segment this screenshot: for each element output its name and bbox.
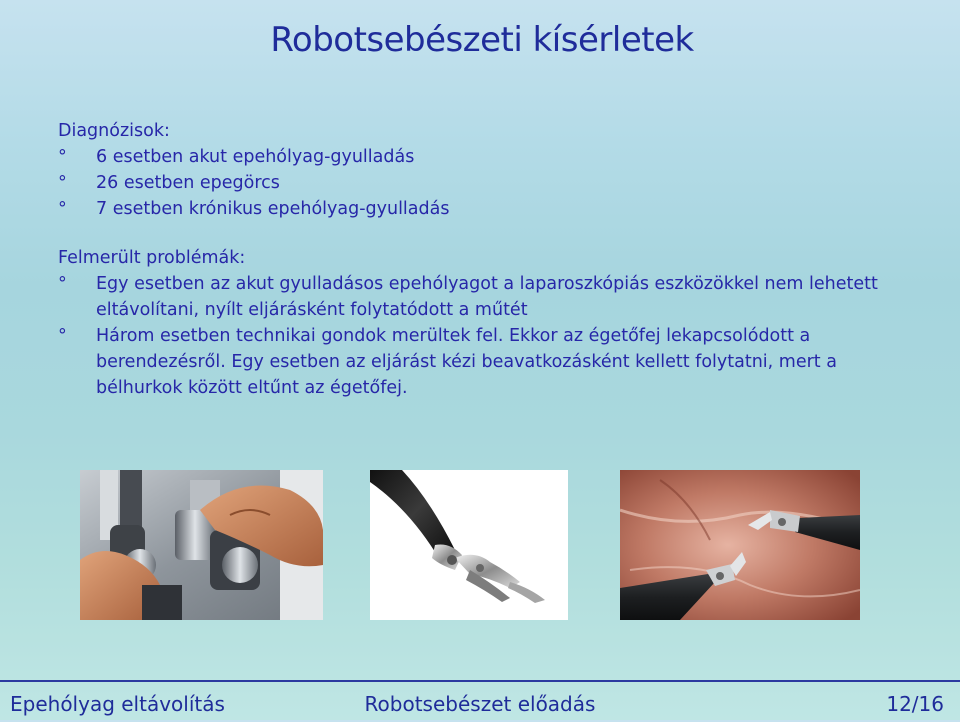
list-item: ° Három esetben technikai gondok merültek fel. Ekkor az égetőfej lekapcsolódott a berendezésről. Egy esetben az eljárást kézi beavatkozásként kellett folytatni, mert a bélhurkok között eltűnt az égetőfej. <box>58 323 918 401</box>
footer-center: Robotsebészet előadás <box>364 692 596 716</box>
problems-section <box>58 245 918 401</box>
surgical-tissue-photo <box>620 470 860 620</box>
diagnoses-section <box>58 118 918 222</box>
bullet-icon: ° <box>58 199 67 219</box>
footer-page-number: 12/16 <box>886 692 944 716</box>
problems-heading: Felmerült problémák: <box>58 248 246 268</box>
list-item: ° 7 esetben krónikus epehólyag-gyulladás <box>58 196 918 222</box>
bullet-icon: ° <box>58 147 67 167</box>
robot-controls-photo <box>80 470 323 620</box>
slide-footer <box>0 680 960 722</box>
list-item: ° 26 esetben epegörcs <box>58 170 918 196</box>
bullet-icon: ° <box>58 173 67 193</box>
list-item: ° 6 esetben akut epehólyag-gyulladás <box>58 144 918 170</box>
slide-title: Robotsebészeti kísérletek <box>270 20 694 60</box>
bullet-icon: ° <box>58 274 67 294</box>
bullet-icon: ° <box>58 326 67 346</box>
footer-left: Epehólyag eltávolítás <box>10 692 225 716</box>
list-item: ° Egy esetben az akut gyulladásos epehólyagot a laparoszkópiás eszközökkel nem lehetett eltávolítani, nyílt eljárásként folytatódott a műtét <box>58 271 918 323</box>
instrument-photo <box>370 470 568 620</box>
diagnoses-heading: Diagnózisok: <box>58 121 170 141</box>
